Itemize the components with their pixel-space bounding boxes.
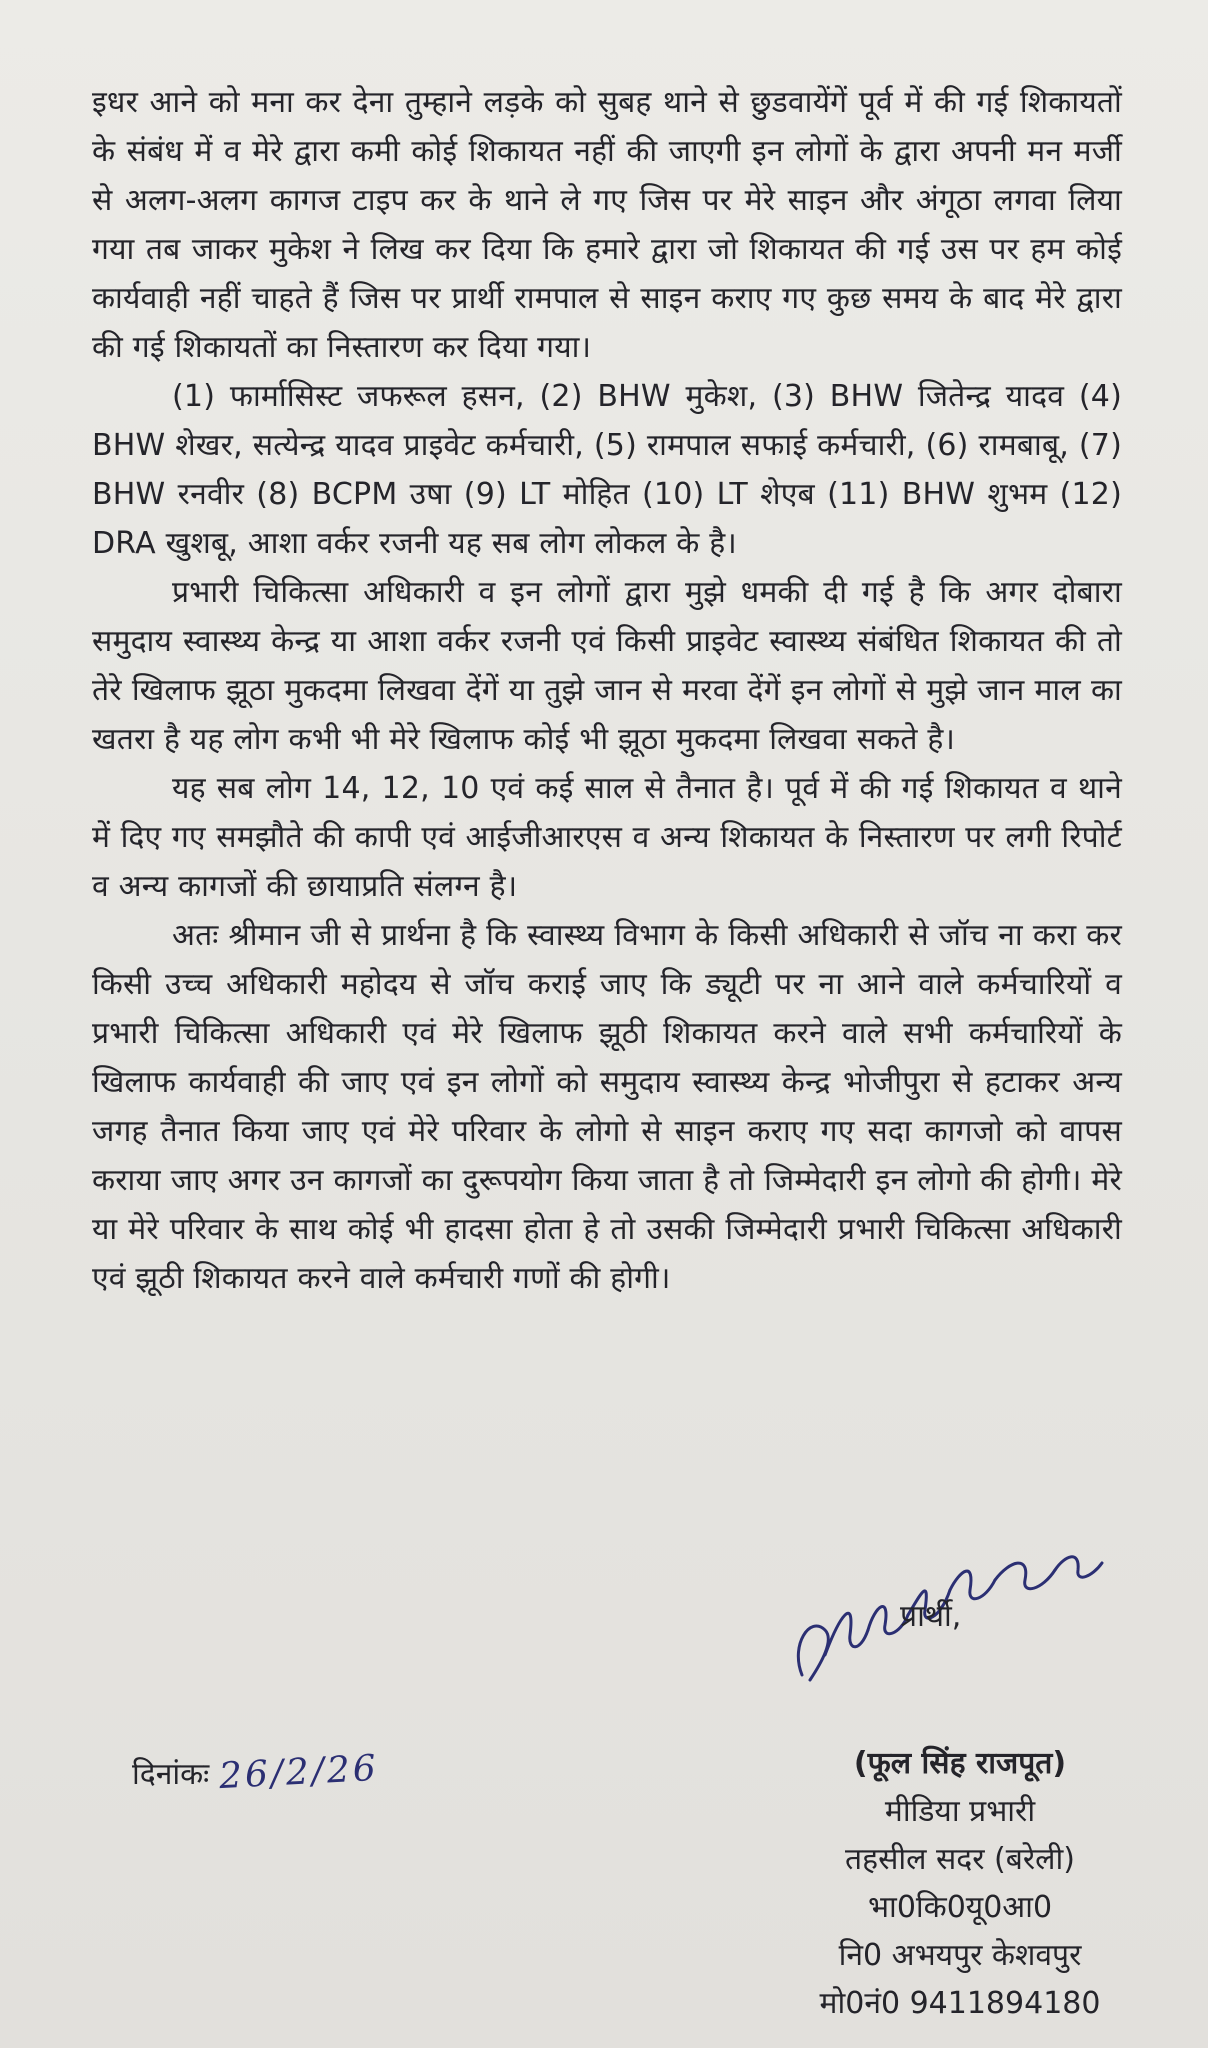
paragraph-4: यह सब लोग 14, 12, 10 एवं कई साल से तैनात है। पूर्व में की गई शिकायत व थाने में दिए गए समझौते की कापी एवं आईजीआरएस व अन्य शिकायत के निस्तारण पर लगी रिपोर्ट व अन्य कागजों की छायाप्रति संलग्न है। — [92, 771, 1122, 904]
letter-body — [92, 78, 1122, 1303]
sender-mobile: मो0नं0 9411894180 — [819, 1986, 1101, 2021]
date-block — [132, 1747, 380, 1798]
sender-block — [790, 1740, 1130, 2028]
date-label: दिनांकः — [132, 1757, 210, 1792]
paragraph-3: प्रभारी चिकित्सा अधिकारी व इन लोगों द्वारा मुझे धमकी दी गई है कि अगर दोबारा समुदाय स्वास्थ्य केन्द्र या आशा वर्कर रजनी एवं किसी प्राइवेट स्वास्थ्य संबंधित शिकायत की तो तेरे खिलाफ झूठा मुकदमा लिखवा देंगें या तुझे जान से मरवा देंगें इन लोगों से मुझे जान माल का खतरा है यह लोग कभी भी मेरे खिलाफ कोई भी झूठा मुकदमा लिखवा सकते है। — [92, 575, 1122, 757]
paragraph-2: (1) फार्मासिस्ट जफरूल हसन, (2) BHW मुकेश, (3) BHW जितेन्द्र यादव (4) BHW शेखर, सत्येन्द्र यादव प्राइवेट कर्मचारी, (5) रामपाल सफाई कर्मचारी, (6) रामबाबू, (7) BHW रनवीर (8) BCPM उषा (9) LT मोहित (10) LT शेएब (11) BHW शुभम (12) DRA खुशबू, आशा वर्कर रजनी यह सब लोग लोकल के है। — [92, 379, 1122, 561]
date-value: 26/2/26 — [218, 1747, 380, 1798]
sender-office: तहसील सदर (बरेली) — [845, 1842, 1075, 1877]
sender-designation: मीडिया प्रभारी — [884, 1794, 1036, 1829]
applicant-label: प्रार्थी, — [900, 1599, 962, 1634]
sender-address: नि0 अभयपुर केशवपुर — [838, 1938, 1082, 1973]
sender-name: (फूल सिंह राजपूत) — [853, 1746, 1067, 1781]
sender-organization: भा0कि0यू0आ0 — [867, 1890, 1053, 1925]
paragraph-5: अतः श्रीमान जी से प्रार्थना है कि स्वास्थ्य विभाग के किसी अधिकारी से जॉच ना करा कर किसी उच्च अधिकारी महोदय से जॉच कराई जाए कि ड्यूटी पर ना आने वाले कर्मचारियों व प्रभारी चिकित्सा अधिकारी एवं मेरे खिलाफ झूठी शिकायत करने वाले सभी कर्मचारियों के खिलाफ कार्यवाही की जाए एवं इन लोगों को समुदाय स्वास्थ्य केन्द्र भोजीपुरा से हटाकर अन्य जगह तैनात किया जाए एवं मेरे परिवार के लोगो से साइन कराए गए सदा कागजो को वापस कराया जाए अगर उन कागजों का दुरूपयोग किया जाता है तो जिम्मेदारी इन लोगो की होगी। मेरे या मेरे परिवार के साथ कोई भी हादसा होता हे तो उसकी जिम्मेदारी प्रभारी चिकित्सा अधिकारी एवं झूठी शिकायत करने वाले कर्मचारी गणों की होगी। — [92, 918, 1122, 1296]
paragraph-1: इधर आने को मना कर देना तुम्हाने लड़के को सुबह थाने से छुडवायेंगें पूर्व में की गई शिकायतों के संबंध में व मेरे द्वारा कमी कोई शिकायत नहीं की जाएगी इन लोगों के द्वारा अपनी मन मर्जी से अलग-अलग कागज टाइप कर के थाने ले गए जिस पर मेरे साइन और अंगूठा लगवा लिया गया तब जाकर मुकेश ने लिख कर दिया कि हमारे द्वारा जो शिकायत की गई उस पर हम कोई कार्यवाही नहीं चाहते हैं जिस पर प्रार्थी रामपाल से साइन कराए गए कुछ समय के बाद मेरे द्वारा की गई शिकायतों का निस्तारण कर दिया गया। — [92, 85, 1122, 365]
